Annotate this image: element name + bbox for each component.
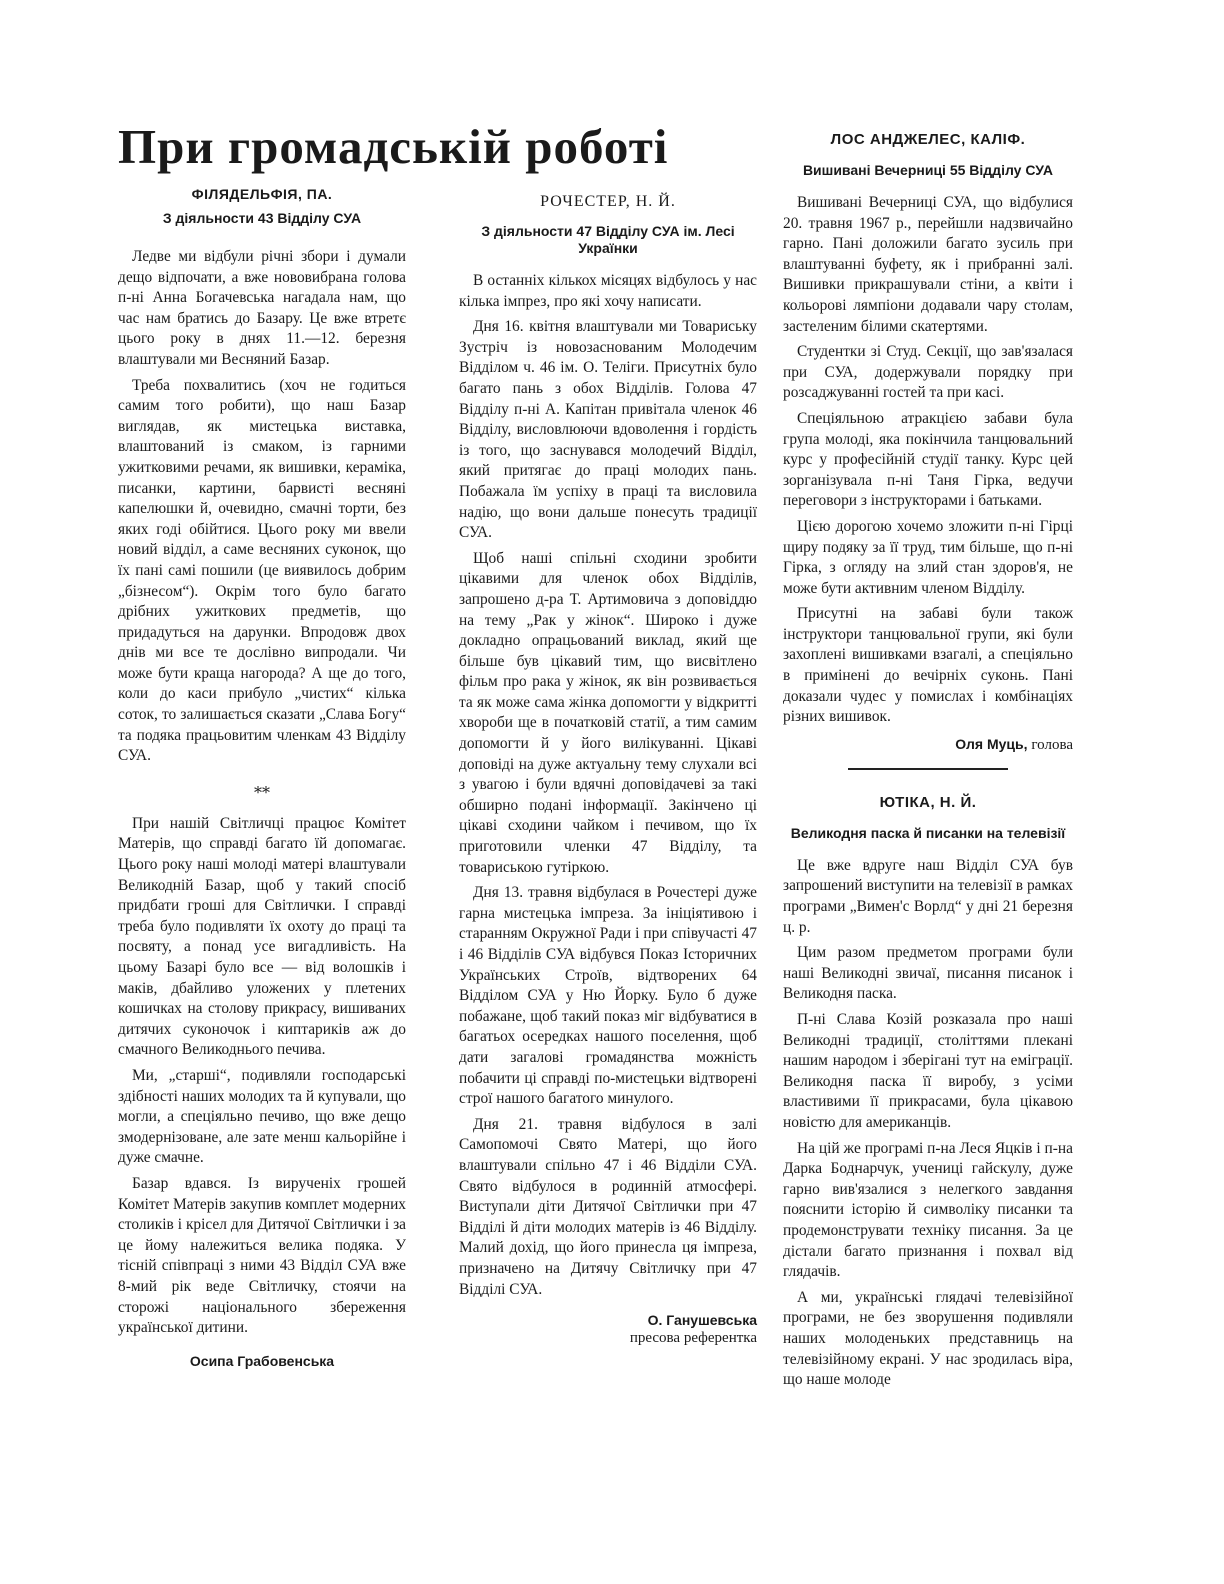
article-paragraph: В останніх кількох місяцях відбулось у нас кілька імпрез, про які хочу написати. xyxy=(459,272,757,310)
author-role: пресова референтка xyxy=(629,1330,757,1347)
author-signature: О. Ганушевська xyxy=(647,1312,757,1329)
section-location: РОЧЕСТЕР, Н. Й. xyxy=(540,193,676,210)
section-subtitle: З діяльности 47 Відділу СУА ім. Лесі Українки xyxy=(481,223,735,256)
article-paragraph: При нашій Світличці працює Комітет Матерів, що справді багато їй допомагає. Цього року наші молоді матері влаштували Великодній Базар, щоб у такий спосіб придбати гроші для Світлички. І справді треба було подивляти їх охоту до праці та посвяту, а понад усе вигадливість. На цьому Базарі було все — від волошків і маків, дбайливо уложених у плетених кошичках на столову прикрасу, вишиваних дитячих суконочок і киптариків аж до смачного Великоднього печива. xyxy=(118,814,406,1059)
article-paragraph: На цій же програмі п-на Леся Яцків і п-на Дарка Боднарчук, учениці гайскулу, дуже гарно вив'язалися з нелегкого завдання пояснити історію й символіку писанки та продемонструвати техніку писання. За це дістали багато признання і похвал від глядачів. xyxy=(783,1139,1073,1281)
column-los-angeles-utica xyxy=(783,131,1073,1396)
author-signature xyxy=(783,736,1073,754)
article-paragraph: Дня 21. травня відбулося в залі Самопомочі Свято Матері, що його влаштували спільно 47 і 46 Відділи СУА. Свято відбулося в родинній атмосфері. Виступали діти Дитячої Світлички при 47 Відділі й діти молодих матерів із 46 Відділу. Малий дохід, що його принесла ця імпреза, призначено на Дитячу Світличку при 47 Відділі СУА. xyxy=(459,1115,757,1298)
author-signature: Осипа Грабовенська xyxy=(189,1352,335,1369)
author-role: голова xyxy=(1031,736,1073,753)
article-paragraph: Цим разом предметом програми були наші Великодні звичаї, писання писанок і Великодня паска. xyxy=(783,944,1073,1003)
article-paragraph: Вишивані Вечерниці СУА, що відбулися 20. травня 1967 р., перейшли надзвичайно гарно. Пані доложили багато зусиль при влаштуванні буфету, як і прибранні залі. Вишивки прикрашували стіни, а квіти і кольорові лямпіони додавали чару столам, застеленим білими скатертями. xyxy=(783,194,1073,335)
article-paragraph: Дня 16. квітня влаштували ми Товариську Зустріч із новозаснованим Молодечим Відділом ч. 46 ім. О. Теліги. Присутніх було багато пань з обох Відділів. Голова 47 Відділу п-ні А. Капітан привітала членок 46 Відділу, висловлюючи вдоволення і гордість із того, що заснувався молодечий Відділ, який притягає до праці молодих пань. Побажала їм успіху в праці та висловила надію, що вони дальше понесуть традиції СУА. xyxy=(459,318,757,542)
article-paragraph: Цією дорогою хочемо зложити п-ні Гірці щиру подяку за її труд, тим більше, що п-ні Гірка, з огляду на злий стан здоров'я, не може бути активним членом Відділу. xyxy=(783,517,1073,597)
article-paragraph: Треба похвалитись (хоч не годиться самим того робити), що наш Базар виглядав, як мистецька виставка, влаштований із смаком, із гарними ужитковими речами, як вишивки, кераміка, писанки, картини, барвисті весняні капелюшки й, очевидно, смачні торти, без яких годі обійтися. Цього року ми ввели новий відділ, а саме весняних суконок, що їх пані самі пошили (це виявилось добрим „бізнесом“). Окрім того було багато дрібних ужиткових предметів, що придадуться на дарунки. Впродовж двох днів ми все те дослівно випродали. Чи може бути краща нагорода? А ще до того, коли до каси прибуло „чистих“ кілька соток, то залишається сказати „Слава Богу“ та подяка працьовитим членкам 43 Відділу СУА. xyxy=(118,376,406,765)
article-paragraph: Базар вдався. Із вирученіх грошей Комітет Матерів закупив комплет модерних столиків і крісел для Дитячої Світлички і за це йому належиться велика подяка. У тісній співпраці з ними 43 Відділ СУА вже 8-мий рік веде Світличку, стоячи на сторожі національного збереження української дитини. xyxy=(118,1174,406,1337)
article-paragraph: П-ні Слава Козій розказала про наші Великодні традиції, століттями плекані нашим народом і зберігані тут на еміграції. Великодня паска її виробу, з усіми властивими її прикрасами, була цікавою новістю для американців. xyxy=(783,1011,1073,1131)
article-paragraph: Це вже вдруге наш Відділ СУА був запрошений виступити на телевізії в рамках програми „Вимен'с Ворлд“ у дні 21 березня ц. р. xyxy=(783,856,1073,936)
column-rochester xyxy=(459,193,757,1347)
section-location: ЮТІКА, Н. Й. xyxy=(879,793,977,811)
article-paragraph: Ми, „старші“, подивляли господарські здібності наших молодих та й купували, що могли, а спеціяльно печиво, що вже дещо змодернізоване, але зате менш кальорійне і дуже смачне. xyxy=(118,1066,406,1167)
article-paragraph: Спеціяльною атракцією забави була група молоді, яка покінчила танцювальний курс у професійній студії танку. Курс цей зорганізувала п-ні Таня Гірка, ведучи переговори з інструкторами і батьками. xyxy=(783,409,1073,510)
article-paragraph: Ледве ми відбули річні збори і думали дещо відпочати, а вже нововибрана голова п-ні Анна Богачевська нагадала нам, що час нам братись до Базару. Це вже втретє цього року в днях 11.—12. березня влаштували ми Весняний Базар. xyxy=(118,248,406,368)
section-divider xyxy=(848,768,1008,770)
section-location: ФІЛЯДЕЛЬФІЯ, ПА. xyxy=(191,186,333,202)
article-paragraph: Присутні на забаві були також інструктори танцювальної групи, які були захоплені вишивками взагалі, а спеціяльно в примінені до вечірніх суконь. Пані доказали чудес у помислах і комбінаціях різних вишивок. xyxy=(783,605,1073,726)
column-philadelphia xyxy=(118,186,406,1371)
section-separator: ** xyxy=(254,782,270,802)
article-paragraph: Студентки зі Студ. Секції, що зав'язалася при СУА, додержували порядку при розсаджуванні гостей та при касі. xyxy=(783,343,1073,402)
page-title: При громадській роботі xyxy=(118,119,669,174)
article-paragraph: Дня 13. травня відбулася в Рочестері дуже гарна мистецька імпреза. За ініціятивою і старанням Окружної Ради і при співучасті 47 і 46 Відділів СУА відбувся Показ Історичних Українських Строїв, відтворених 64 Відділом СУА у Ню Йорку. Було б дуже побажане, щоб такий показ міг відбуватися в багатьох осередках нашого поселення, щоб дати загалові громадянства можність побачити ці справді по-мистецьки відтворені строї нашого багатого минулого. xyxy=(459,884,757,1108)
section-subtitle: Вишивані Вечерниці 55 Відділу СУА xyxy=(802,162,1054,178)
article-paragraph: А ми, українські глядачі телевізійної програми, не без зворушення подивляли наших молоденьких представниць на телевізійному екрані. У нас зродилась віра, що наше молоде xyxy=(783,1288,1073,1389)
author-name: Оля Муць, xyxy=(955,735,1028,752)
section-subtitle: З діяльности 43 Відділу СУА xyxy=(162,210,362,226)
section-location: ЛОС АНДЖЕЛЕС, КАЛІФ. xyxy=(830,131,1026,148)
section-subtitle: Великодня паска й писанки на телевізії xyxy=(790,824,1066,841)
article-paragraph: Щоб наші спільні сходини зробити цікавими для членок обох Відділів, запрошено д-ра Т. Артимовича з доповіддю на тему „Рак у жінок“. Широко і дуже докладно опрацьований виклад, який ще більше був цікавий тим, що висвітлено фільм про рака у жінок, як він розвивається та як може сама жінка допомогти у відкритті хвороби ще в початковій статії, а тим самим допомогти й у його вилікуванні. Цікаві доповіді на дуже актуальну тему слухали всі з увагою і були вдячні доповідачеві за такі обширно подані інформації. Закінчено ці цікаві сходини чайком і печивом, що їх приготовили членки 47 Відділу, та товариською гутіркою. xyxy=(459,549,757,876)
